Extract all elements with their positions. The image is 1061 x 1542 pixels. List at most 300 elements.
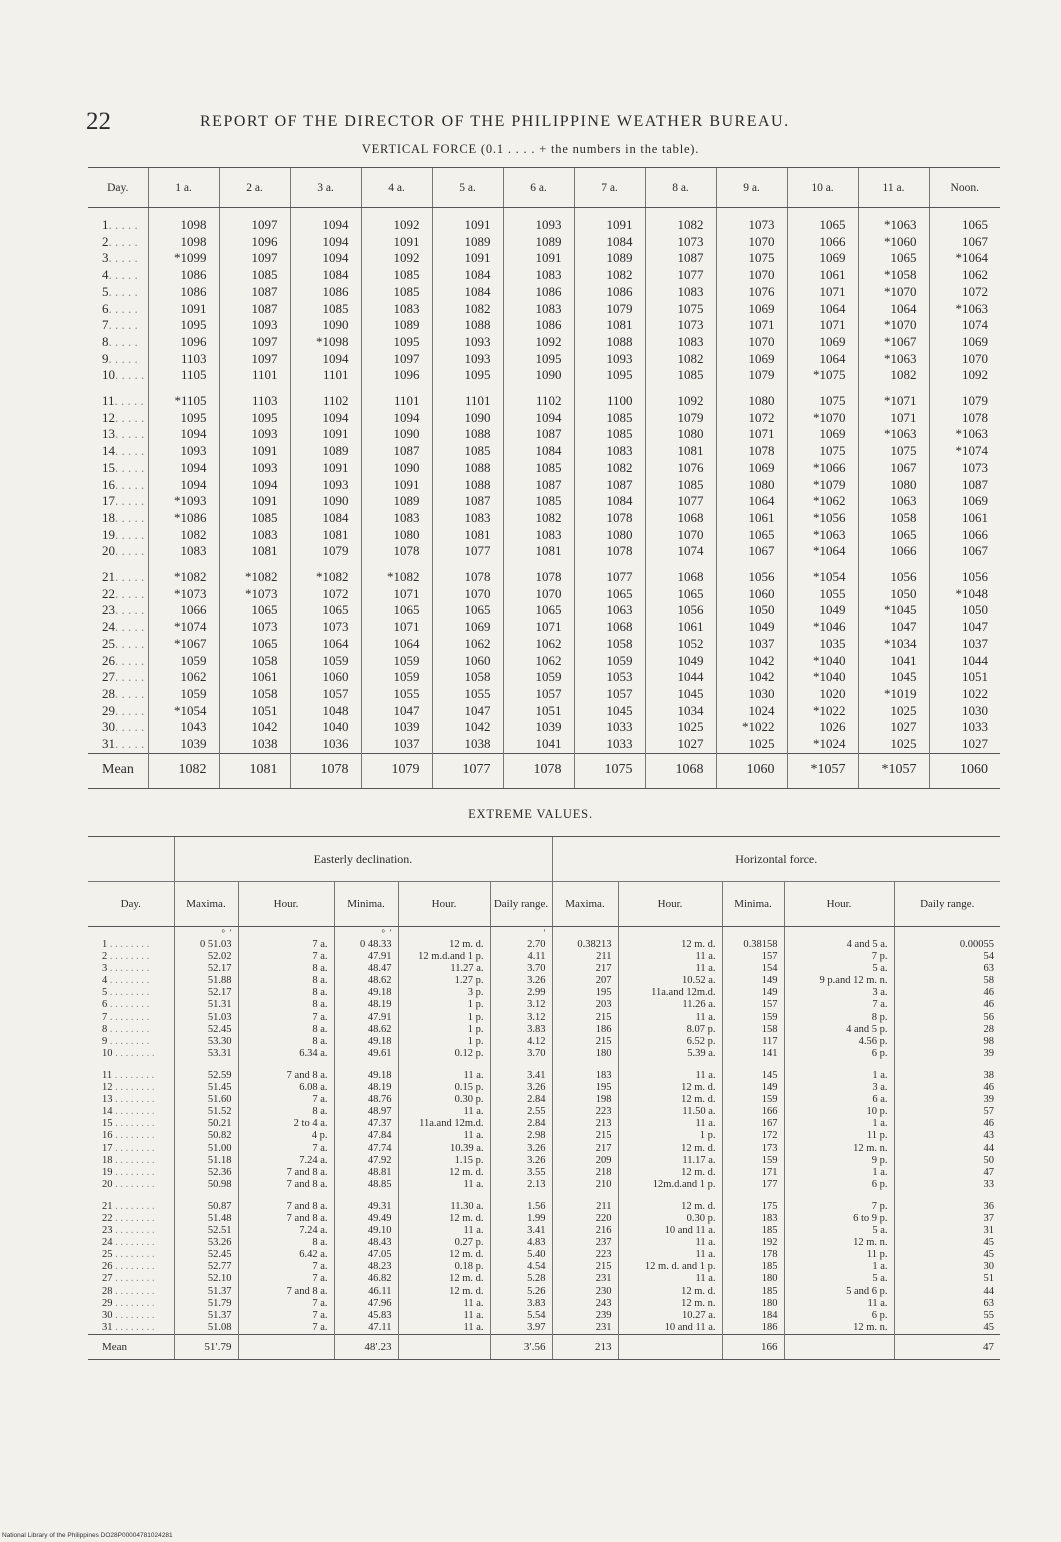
value-cell: 1093 <box>219 426 290 443</box>
leader-dots: . . . . . . . . <box>107 1023 150 1035</box>
day-cell <box>88 1024 174 1036</box>
value-cell: 55 <box>894 1310 1000 1322</box>
value-cell: 47.74 <box>334 1143 398 1155</box>
value-cell: 1072 <box>290 586 361 603</box>
spacer-row <box>88 1191 1000 1201</box>
value-cell: *1074 <box>929 443 1000 460</box>
value-cell: 11.27 a. <box>398 963 490 975</box>
column-header: 6 a. <box>503 168 574 208</box>
mean-value: *1057 <box>858 753 929 788</box>
value-cell: 1078 <box>432 569 503 586</box>
day-cell <box>88 1179 174 1191</box>
value-cell: 1 p. <box>398 1024 490 1036</box>
column-header: Noon. <box>929 168 1000 208</box>
value-cell: 12 m. n. <box>784 1322 894 1335</box>
table-row <box>88 317 1000 334</box>
leader-dots: . . . . . <box>108 217 138 232</box>
mean-value: 1060 <box>929 753 1000 788</box>
value-cell: 198 <box>552 1094 618 1106</box>
value-cell: 1.27 p. <box>398 975 490 987</box>
value-cell: 1101 <box>290 367 361 384</box>
value-cell: 2.13 <box>490 1179 552 1191</box>
value-cell: 1083 <box>503 301 574 318</box>
value-cell: 1059 <box>290 653 361 670</box>
value-cell: 45 <box>894 1237 1000 1249</box>
table-row <box>88 736 1000 753</box>
value-cell: 0 48.33 <box>334 939 398 951</box>
unit-row <box>88 927 1000 940</box>
value-cell: 1062 <box>432 636 503 653</box>
value-cell: 1082 <box>574 267 645 284</box>
value-cell: 50 <box>894 1155 1000 1167</box>
extreme-values-body <box>88 927 1000 1360</box>
spacer-row <box>88 208 1000 218</box>
value-cell: 6 p. <box>784 1179 894 1191</box>
value-cell: 1065 <box>645 586 716 603</box>
table-row <box>88 586 1000 603</box>
value-cell: 5.54 <box>490 1310 552 1322</box>
day-number: 19 <box>102 1166 113 1178</box>
value-cell: *1063 <box>858 426 929 443</box>
column-header: Hour. <box>398 882 490 927</box>
value-cell: 10.27 a. <box>618 1310 722 1322</box>
value-cell: 1086 <box>574 284 645 301</box>
mean-value: 213 <box>552 1334 618 1359</box>
value-cell: 2.84 <box>490 1118 552 1130</box>
value-cell: 1069 <box>432 619 503 636</box>
value-cell: 1085 <box>361 267 432 284</box>
value-cell: 0.38213 <box>552 939 618 951</box>
value-cell: 1093 <box>432 351 503 368</box>
value-cell: *1045 <box>858 602 929 619</box>
value-cell: 1051 <box>929 669 1000 686</box>
column-header: 11 a. <box>858 168 929 208</box>
column-header: 7 a. <box>574 168 645 208</box>
leader-dots: . . . . . <box>115 652 145 668</box>
value-cell: 8 a. <box>238 1106 334 1118</box>
value-cell: 52.45 <box>174 1024 238 1036</box>
value-cell: 1077 <box>645 267 716 284</box>
value-cell: 157 <box>722 999 784 1011</box>
value-cell: 6 to 9 p. <box>784 1213 894 1225</box>
value-cell: 12 m. n. <box>618 1298 722 1310</box>
value-cell: 1061 <box>787 267 858 284</box>
day-cell <box>88 367 148 384</box>
value-cell: 11.26 a. <box>618 999 722 1011</box>
column-header: 10 a. <box>787 168 858 208</box>
spacer-cell <box>398 1060 490 1070</box>
value-cell: 48.85 <box>334 1179 398 1191</box>
value-cell: 48.81 <box>334 1167 398 1179</box>
value-cell: 1078 <box>574 510 645 527</box>
value-cell: 53.31 <box>174 1048 238 1060</box>
leader-dots: . . . . . <box>108 267 138 283</box>
value-cell: 10 p. <box>784 1106 894 1118</box>
spacer-cell <box>716 208 787 218</box>
value-cell: 1094 <box>219 477 290 494</box>
value-cell: 1066 <box>787 234 858 251</box>
spacer-cell <box>722 1060 784 1070</box>
spacer-cell <box>858 384 929 393</box>
value-cell: 10 and 11 a. <box>618 1322 722 1335</box>
value-cell: 1061 <box>219 669 290 686</box>
value-cell: 1082 <box>645 217 716 234</box>
mean-value <box>618 1334 722 1359</box>
value-cell: 1085 <box>645 367 716 384</box>
mean-value: 1082 <box>148 753 219 788</box>
value-cell: 7 and 8 a. <box>238 1070 334 1082</box>
leader-dots: . . . . . . . . <box>107 939 150 950</box>
value-cell: 211 <box>552 1201 618 1213</box>
value-cell: 1024 <box>716 703 787 720</box>
value-cell: 1088 <box>432 460 503 477</box>
value-cell: 3.83 <box>490 1298 552 1310</box>
day-number: 28 <box>102 1285 113 1297</box>
value-cell: 1094 <box>290 351 361 368</box>
value-cell: 1091 <box>503 250 574 267</box>
value-cell: 1079 <box>290 543 361 560</box>
value-cell: 1061 <box>645 619 716 636</box>
value-cell: 1092 <box>929 367 1000 384</box>
value-cell: 1064 <box>716 493 787 510</box>
value-cell: *1067 <box>858 334 929 351</box>
value-cell: 1089 <box>290 443 361 460</box>
column-header: 3 a. <box>290 168 361 208</box>
value-cell: 5.40 <box>490 1249 552 1261</box>
value-cell: 185 <box>722 1261 784 1273</box>
table-row <box>88 686 1000 703</box>
table-row <box>88 1155 1000 1167</box>
value-cell: *1073 <box>219 586 290 603</box>
value-cell: 1056 <box>716 569 787 586</box>
value-cell: 1071 <box>858 410 929 427</box>
table-row <box>88 939 1000 951</box>
value-cell: 12 m. n. <box>784 1237 894 1249</box>
value-cell: 1 a. <box>784 1167 894 1179</box>
day-number: 21 <box>102 569 115 585</box>
spacer-cell <box>929 208 1000 218</box>
value-cell: 3.70 <box>490 1048 552 1060</box>
table-row <box>88 301 1000 318</box>
spacer-cell <box>88 1191 174 1201</box>
unit-cell: ′ <box>490 927 552 940</box>
day-cell <box>88 1070 174 1082</box>
value-cell: 211 <box>552 951 618 963</box>
value-cell: *1058 <box>858 267 929 284</box>
value-cell: 1055 <box>432 686 503 703</box>
value-cell: 186 <box>552 1024 618 1036</box>
value-cell: 4 p. <box>238 1130 334 1142</box>
value-cell: 7 a. <box>238 1012 334 1024</box>
value-cell: 1041 <box>503 736 574 753</box>
value-cell: 11 a. <box>398 1106 490 1118</box>
day-number: 19 <box>102 526 115 542</box>
value-cell: 1095 <box>361 334 432 351</box>
day-cell <box>88 1167 174 1179</box>
value-cell: *1093 <box>148 493 219 510</box>
value-cell: 1087 <box>503 477 574 494</box>
value-cell: 1080 <box>716 477 787 494</box>
value-cell: 0.30 p. <box>618 1213 722 1225</box>
table-row <box>88 669 1000 686</box>
value-cell: 1050 <box>929 602 1000 619</box>
day-cell <box>88 999 174 1011</box>
value-cell: 45 <box>894 1249 1000 1261</box>
day-cell <box>88 267 148 284</box>
value-cell: *1040 <box>787 653 858 670</box>
value-cell: 0.12 p. <box>398 1048 490 1060</box>
value-cell: 1086 <box>148 267 219 284</box>
table-row <box>88 1036 1000 1048</box>
value-cell: 209 <box>552 1155 618 1167</box>
day-cell <box>88 719 148 736</box>
day-number: 25 <box>102 1249 113 1261</box>
value-cell: 1087 <box>503 426 574 443</box>
value-cell: 1091 <box>148 301 219 318</box>
value-cell: 12 m. d. <box>618 1286 722 1298</box>
table-row <box>88 1310 1000 1322</box>
value-cell: 11 a. <box>618 1118 722 1130</box>
day-cell <box>88 586 148 603</box>
value-cell: 1069 <box>929 493 1000 510</box>
day-number: 24 <box>102 619 115 635</box>
leader-dots: . . . . . . . . <box>112 1142 155 1154</box>
value-cell: 6 p. <box>784 1048 894 1060</box>
value-cell: 1045 <box>574 703 645 720</box>
value-cell: 52.17 <box>174 987 238 999</box>
value-cell: *1067 <box>148 636 219 653</box>
day-cell <box>88 1261 174 1273</box>
value-cell: 1102 <box>290 393 361 410</box>
value-cell: 1094 <box>148 426 219 443</box>
mean-value <box>398 1334 490 1359</box>
leader-dots: . . . . . . . . <box>107 1011 150 1023</box>
value-cell: 1089 <box>574 250 645 267</box>
spacer-cell <box>148 208 219 218</box>
value-cell: 1087 <box>574 477 645 494</box>
spacer-cell <box>219 560 290 569</box>
value-cell: 1069 <box>716 351 787 368</box>
leader-dots: . . . . . . . . <box>112 1237 155 1249</box>
value-cell: 1083 <box>645 284 716 301</box>
day-number: 6 <box>102 300 109 316</box>
leader-dots: . . . . . <box>114 393 144 409</box>
extreme-values-table <box>88 836 1000 1360</box>
value-cell: *1022 <box>716 719 787 736</box>
spacer-cell <box>290 384 361 393</box>
value-cell: 1083 <box>219 527 290 544</box>
day-number: 31 <box>102 736 115 752</box>
value-cell: 203 <box>552 999 618 1011</box>
value-cell: 154 <box>722 963 784 975</box>
table-row <box>88 1143 1000 1155</box>
value-cell: 220 <box>552 1213 618 1225</box>
value-cell: 1089 <box>432 234 503 251</box>
column-header: Day. <box>88 168 148 208</box>
value-cell: 1069 <box>716 460 787 477</box>
value-cell: 1094 <box>148 460 219 477</box>
value-cell: 30 <box>894 1261 1000 1273</box>
mean-value: 1081 <box>219 753 290 788</box>
day-number: 2 <box>102 951 108 963</box>
value-cell: 37 <box>894 1213 1000 1225</box>
value-cell: 1047 <box>929 619 1000 636</box>
value-cell: 51.00 <box>174 1143 238 1155</box>
value-cell: 1065 <box>361 602 432 619</box>
spacer-cell <box>784 1191 894 1201</box>
value-cell: 51.88 <box>174 975 238 987</box>
value-cell: 149 <box>722 1082 784 1094</box>
value-cell: *1099 <box>148 250 219 267</box>
value-cell: 1067 <box>929 543 1000 560</box>
spacer-cell <box>503 384 574 393</box>
value-cell: 1075 <box>787 443 858 460</box>
column-header: 1 a. <box>148 168 219 208</box>
spacer-cell <box>784 1060 894 1070</box>
value-cell: 1070 <box>716 334 787 351</box>
value-cell: 3.97 <box>490 1322 552 1335</box>
spacer-cell <box>716 560 787 569</box>
value-cell: 1059 <box>148 653 219 670</box>
value-cell: 1075 <box>858 443 929 460</box>
value-cell: 58 <box>894 975 1000 987</box>
day-cell <box>88 426 148 443</box>
value-cell: 1095 <box>219 410 290 427</box>
value-cell: *1071 <box>858 393 929 410</box>
value-cell: 8 a. <box>238 1024 334 1036</box>
unit-cell <box>88 927 174 940</box>
table-row <box>88 1201 1000 1213</box>
value-cell: 1103 <box>148 351 219 368</box>
table-row <box>88 493 1000 510</box>
value-cell: 1057 <box>574 686 645 703</box>
value-cell: 1071 <box>361 586 432 603</box>
day-number: 22 <box>102 585 115 601</box>
value-cell: 1 a. <box>784 1261 894 1273</box>
value-cell: 210 <box>552 1179 618 1191</box>
value-cell: *1048 <box>929 586 1000 603</box>
value-cell: *1070 <box>858 284 929 301</box>
column-header: Maxima. <box>174 882 238 927</box>
value-cell: 1087 <box>929 477 1000 494</box>
value-cell: 1094 <box>290 410 361 427</box>
unit-cell <box>894 927 1000 940</box>
value-cell: 12 m. d. <box>398 1249 490 1261</box>
day-cell <box>88 1225 174 1237</box>
value-cell: 1077 <box>574 569 645 586</box>
unit-cell <box>722 927 784 940</box>
spacer-cell <box>174 1060 238 1070</box>
value-cell: 1079 <box>929 393 1000 410</box>
leader-dots: . . . . . <box>108 333 138 349</box>
day-number: 1 <box>102 939 108 950</box>
spacer-cell <box>490 1191 552 1201</box>
leader-dots: . . . . . . . . <box>112 1069 155 1081</box>
day-cell <box>88 284 148 301</box>
value-cell: 2.55 <box>490 1106 552 1118</box>
column-header: 4 a. <box>361 168 432 208</box>
value-cell: *1063 <box>858 351 929 368</box>
value-cell: 1020 <box>787 686 858 703</box>
value-cell: 48.23 <box>334 1261 398 1273</box>
spacer-cell <box>645 208 716 218</box>
leader-dots: . . . . . . . . <box>112 1082 155 1094</box>
value-cell: 7 and 8 a. <box>238 1286 334 1298</box>
value-cell: 1096 <box>148 334 219 351</box>
value-cell: 215 <box>552 1012 618 1024</box>
leader-dots: . . . . . <box>115 543 145 559</box>
value-cell: 12 m. d. <box>618 1094 722 1106</box>
value-cell: 1027 <box>858 719 929 736</box>
value-cell: 1025 <box>858 736 929 753</box>
day-cell <box>88 1143 174 1155</box>
table-row <box>88 569 1000 586</box>
value-cell: 7 and 8 a. <box>238 1213 334 1225</box>
value-cell: 157 <box>722 951 784 963</box>
value-cell: 1065 <box>432 602 503 619</box>
value-cell: 48.47 <box>334 963 398 975</box>
value-cell: 1067 <box>716 543 787 560</box>
value-cell: 5.28 <box>490 1273 552 1285</box>
footer-credit: National Library of the Philippines DO28P00004781024281 <box>2 1532 173 1539</box>
day-number: 17 <box>102 1142 113 1154</box>
value-cell: 1025 <box>645 719 716 736</box>
value-cell: 12 m. d. <box>398 1286 490 1298</box>
value-cell: 1050 <box>858 586 929 603</box>
spacer-cell <box>174 1191 238 1201</box>
spacer-cell <box>787 560 858 569</box>
leader-dots: . . . . . . . . <box>112 1106 155 1118</box>
day-number: 12 <box>102 409 115 425</box>
value-cell: 218 <box>552 1167 618 1179</box>
value-cell: 12 m. d. <box>398 939 490 951</box>
value-cell: 1069 <box>716 301 787 318</box>
value-cell: 1095 <box>148 410 219 427</box>
value-cell: 1100 <box>574 393 645 410</box>
mean-value: 51′.79 <box>174 1334 238 1359</box>
table-row <box>88 1179 1000 1191</box>
value-cell: 1044 <box>929 653 1000 670</box>
value-cell: 48.62 <box>334 975 398 987</box>
value-cell: 39 <box>894 1094 1000 1106</box>
value-cell: 1088 <box>574 334 645 351</box>
value-cell: 0 51.03 <box>174 939 238 951</box>
spacer-cell <box>238 1191 334 1201</box>
value-cell: 49.18 <box>334 1036 398 1048</box>
value-cell: 1080 <box>574 527 645 544</box>
extreme-values-title: EXTREME VALUES. <box>468 807 593 821</box>
value-cell: 45.83 <box>334 1310 398 1322</box>
value-cell: 28 <box>894 1024 1000 1036</box>
value-cell: 11.50 a. <box>618 1106 722 1118</box>
value-cell: 1096 <box>361 367 432 384</box>
value-cell: 1097 <box>219 250 290 267</box>
table-row <box>88 963 1000 975</box>
value-cell: 1071 <box>716 317 787 334</box>
value-cell: 10 and 11 a. <box>618 1225 722 1237</box>
day-number: 2 <box>102 233 109 249</box>
table-row <box>88 1012 1000 1024</box>
mean-value: *1057 <box>787 753 858 788</box>
value-cell: 1064 <box>361 636 432 653</box>
spacer-cell <box>361 384 432 393</box>
unit-cell <box>618 927 722 940</box>
day-number: 9 <box>102 1035 108 1047</box>
value-cell: 12 m. d. and 1 p. <box>618 1261 722 1273</box>
value-cell: 1082 <box>432 301 503 318</box>
value-cell: 1097 <box>219 217 290 234</box>
value-cell: 1089 <box>503 234 574 251</box>
